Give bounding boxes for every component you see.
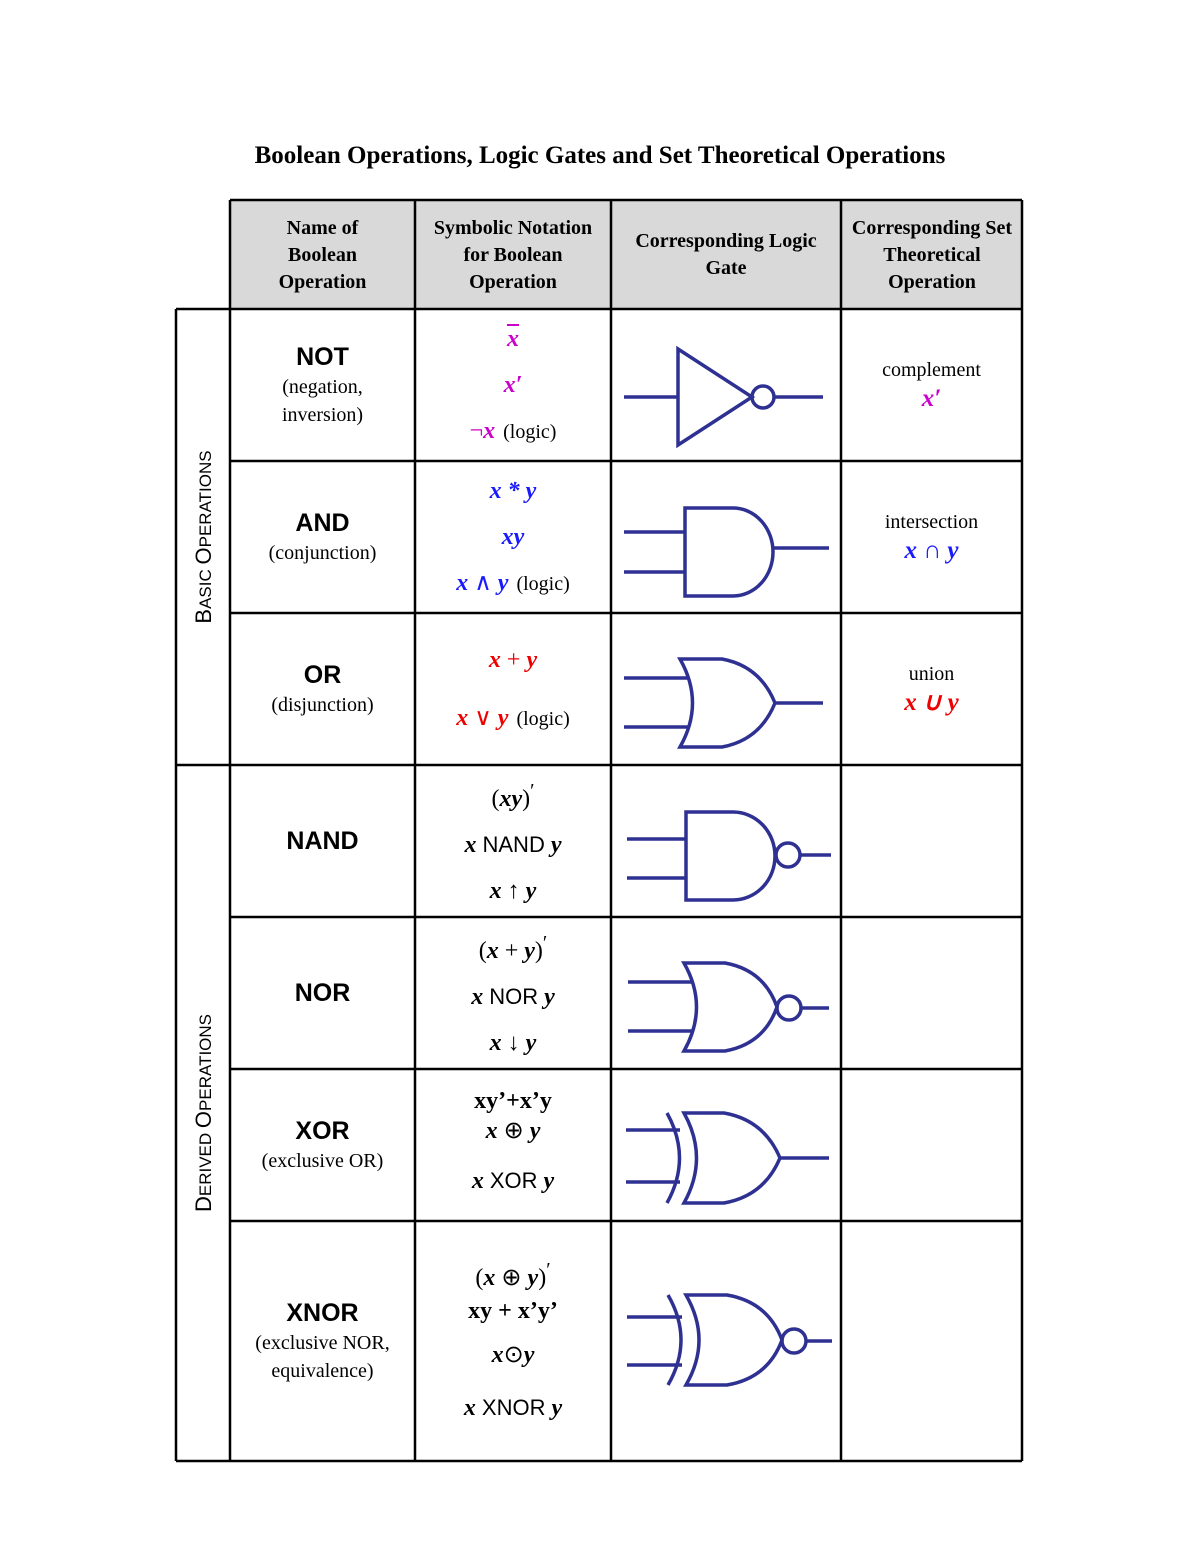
symbol-neg: ¬x (logic) <box>469 417 557 444</box>
symbol-prime: x′ <box>503 371 523 398</box>
symbol-xnor-odot: x⊙y <box>491 1342 535 1368</box>
row-not-name <box>232 311 413 459</box>
set-expr: x′ <box>921 385 942 412</box>
set-expr: x ∪ y <box>904 689 959 716</box>
symbol-xnor-sop: xy + x’y’ <box>468 1298 558 1324</box>
xor-gate-icon <box>626 1113 829 1203</box>
symbol-vee: x ∨ y (logic) <box>456 704 570 731</box>
set-word: union <box>908 663 955 685</box>
nor-gate-icon <box>628 963 829 1051</box>
symbol-xnor-word: x XNOR y <box>463 1395 563 1421</box>
row-xor-name <box>232 1071 413 1219</box>
set-word: intersection <box>884 511 979 533</box>
row-nand-symbols <box>417 767 609 915</box>
not-gate-icon <box>624 349 823 445</box>
op-name: NOR <box>294 979 351 1007</box>
row-xor-symbols <box>417 1071 609 1219</box>
row-or-symbols <box>417 615 609 763</box>
symbol-plus: x + y <box>488 646 538 673</box>
op-name: XNOR <box>286 1299 359 1327</box>
row-not-symbols <box>417 311 609 459</box>
symbol-product: xy <box>501 523 525 550</box>
header-set: Corresponding Set Theoretical Operation <box>851 216 1013 293</box>
set-word: complement <box>882 359 981 381</box>
row-nor-name <box>232 919 413 1067</box>
row-nor-symbols <box>417 919 609 1067</box>
and-gate-icon <box>624 508 829 596</box>
symbol-nor-arrow: x ↓ y <box>489 1030 537 1056</box>
op-desc: (conjunction) <box>268 542 377 564</box>
op-desc: (disjunction) <box>271 694 374 716</box>
row-or-name <box>232 615 413 763</box>
op-desc: (exclusive OR) <box>261 1150 384 1172</box>
op-desc: (negation, inversion) <box>281 376 364 426</box>
symbol-nor-word: x NOR y <box>471 984 555 1010</box>
symbol-nand-word: x NAND y <box>464 832 562 858</box>
nand-gate-icon <box>627 812 831 900</box>
set-expr: x ∩ y <box>904 537 959 564</box>
header-symbolic: Symbolic Notation for Boolean Operation <box>433 216 593 293</box>
header-name: Name of Boolean Operation <box>278 216 367 293</box>
op-name: AND <box>295 509 350 537</box>
symbol-nand-prime: (xy)′ <box>491 780 535 812</box>
row-xnor-symbols <box>417 1223 609 1459</box>
symbol-bar: $\overline{x}$ <box>507 325 519 352</box>
row-nand-name <box>232 767 413 915</box>
row-not-set <box>843 311 1020 459</box>
op-name: XOR <box>295 1117 350 1145</box>
symbol-xor-sop: xy’+x’y <box>474 1088 552 1114</box>
symbol-wedge: x ∧ y (logic) <box>456 569 570 596</box>
op-name: NAND <box>286 827 359 855</box>
symbol-nand-arrow: x ↑ y <box>489 878 537 904</box>
row-and-set <box>843 463 1020 611</box>
or-gate-icon <box>624 659 823 747</box>
symbol-xnor-prime: (x ⊕ y)′ <box>475 1259 551 1291</box>
page-title: Boolean Operations, Logic Gates and Set Theoretical Operations <box>254 142 946 169</box>
op-name: NOT <box>296 343 349 371</box>
xnor-gate-icon <box>627 1295 832 1385</box>
op-name: OR <box>303 661 342 689</box>
symbol-xor-word: x XOR y <box>471 1168 555 1194</box>
header-gate: Corresponding Logic Gate <box>635 230 817 279</box>
row-xnor-name <box>232 1223 413 1459</box>
symbol-xor-oplus: x ⊕ y <box>485 1118 541 1144</box>
row-or-set <box>843 615 1020 763</box>
op-desc: (exclusive NOR, equivalence) <box>255 1332 390 1382</box>
group-label-basic: BASIC OPERATIONS <box>191 450 216 624</box>
row-and-symbols <box>417 463 609 611</box>
symbol-nor-prime: (x + y)′ <box>478 932 548 964</box>
group-label-derived: DERIVED OPERATIONS <box>191 1013 216 1213</box>
symbol-star: x * y <box>489 477 537 504</box>
row-and-name <box>232 463 413 611</box>
